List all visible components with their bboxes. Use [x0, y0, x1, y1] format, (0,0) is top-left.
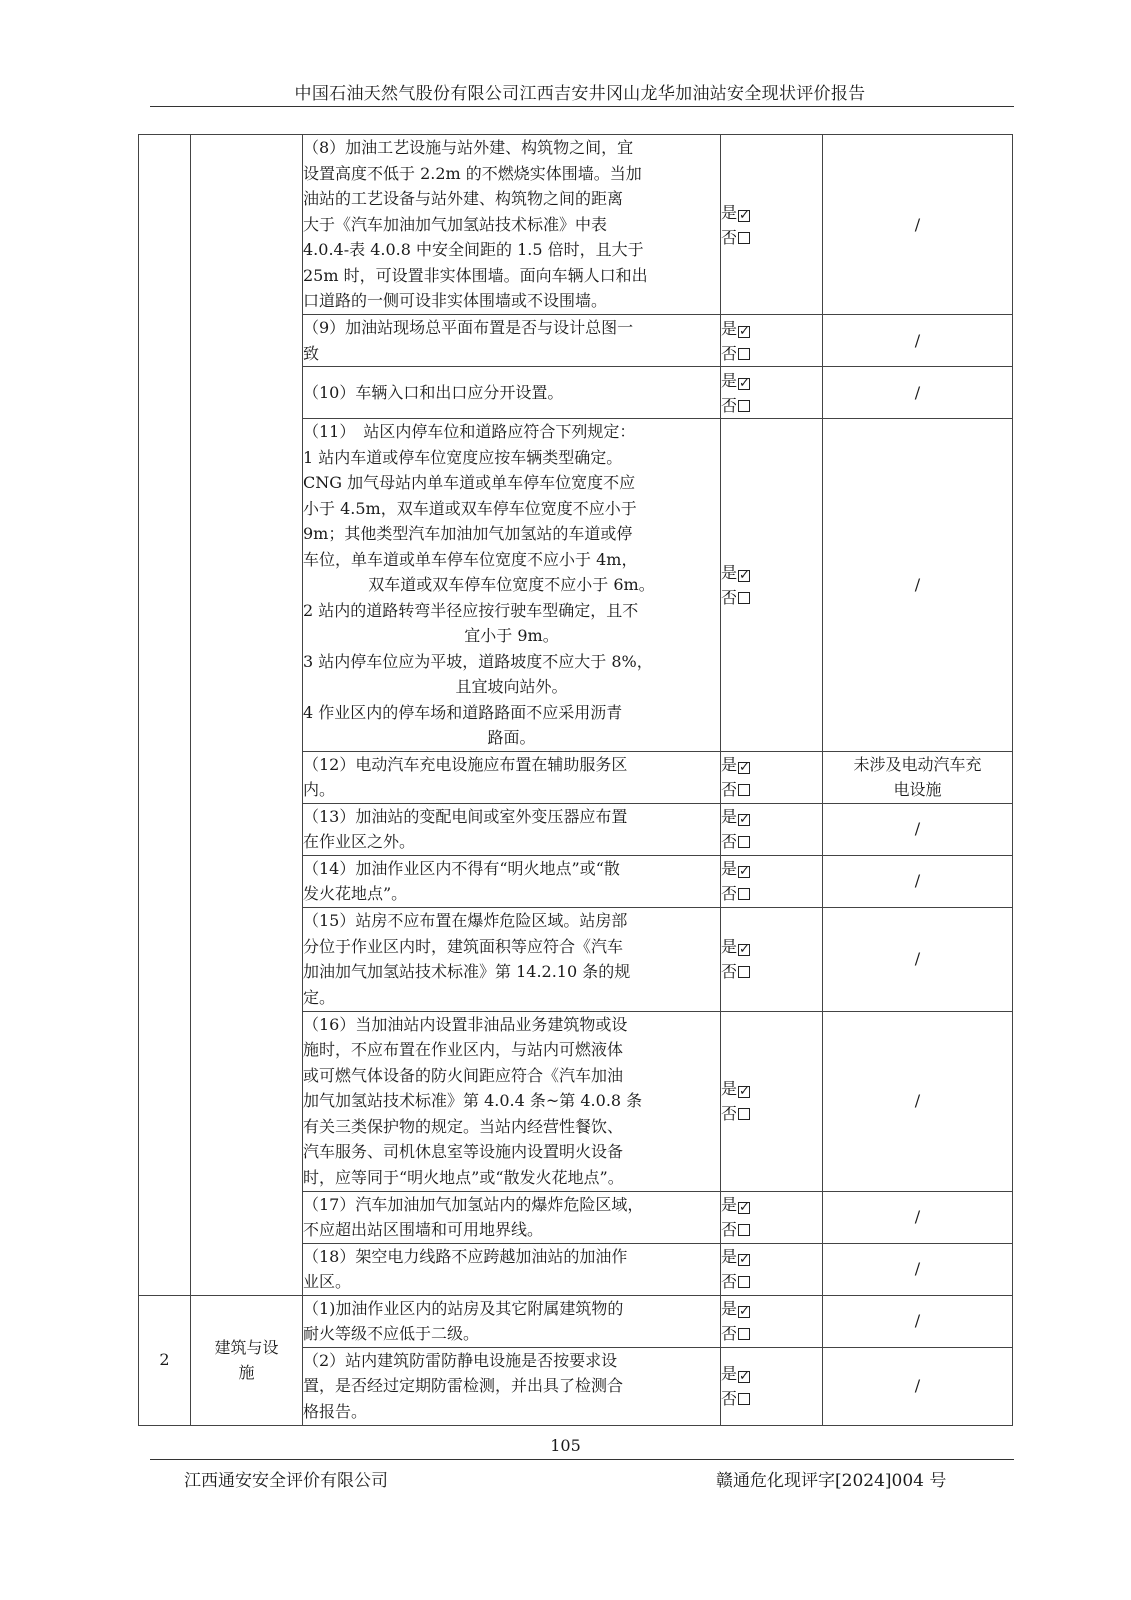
requirement-line: （12）电动汽车充电设施应布置在辅助服务区 [303, 754, 628, 774]
yes-label: 是 [721, 859, 738, 878]
requirement-line: 口道路的一侧可设非实体围墙或不设围墙。 [303, 291, 608, 311]
requirement-line: 9m；其他类型汽车加油加气加氢站的车道或停 [303, 524, 633, 543]
yes-label: 是 [721, 1247, 738, 1266]
check-mark: ✓ [739, 942, 750, 957]
requirement-line: （18）架空电力线路不应跨越加油站的加油作 [303, 1246, 628, 1266]
remark-slash: / [914, 1207, 921, 1227]
requirement-line: （11） 站区内停车位和道路应符合下列规定： [303, 422, 636, 441]
requirement-line: （17）汽车加油加气加氢站内的爆炸危险区域， [303, 1194, 644, 1214]
yes-no-cell [721, 855, 823, 907]
requirement-text [303, 1347, 721, 1425]
yes-label: 是 [721, 370, 738, 390]
remark-cell [823, 855, 1013, 907]
no-label: 否 [721, 395, 738, 415]
requirement-line: 格报告。 [303, 1401, 368, 1421]
empty-checkbox-icon[interactable] [738, 888, 750, 900]
requirement-line: （10）车辆入口和出口应分开设置。 [303, 382, 564, 402]
remark-slash: / [914, 871, 921, 891]
requirement-line: 加油加气加氢站技术标准》第 14.2.10 条的规 [303, 962, 631, 981]
yes-no-cell [721, 907, 823, 1011]
requirement-line: （15）站房不应布置在爆炸危险区域。站房部 [303, 911, 628, 930]
remark-cell [823, 1295, 1013, 1347]
no-label: 否 [721, 1389, 738, 1408]
requirement-line: 施时，不应布置在作业区内，与站内可燃液体 [303, 1040, 624, 1060]
checked-checkbox-icon[interactable] [738, 1254, 750, 1266]
no-label: 否 [721, 227, 738, 247]
remark-slash: / [914, 1311, 921, 1331]
requirement-line: 时，应等同于“明火地点”或“散发火花地点”。 [303, 1167, 624, 1187]
requirement-line: （8）加油工艺设施与站外建、构筑物之间，宜 [303, 138, 634, 158]
yes-no-cell [721, 1243, 823, 1295]
yes-label: 是 [721, 937, 738, 956]
requirement-line: CNG 加气母站内单车道或单车停车位宽度不应 [303, 473, 636, 492]
category-cell [191, 135, 303, 1296]
remark-cell [823, 751, 1013, 803]
yes-label: 是 [721, 807, 738, 826]
requirement-line: 双车道或双车停车位宽度不应小于 6m。 [368, 575, 655, 594]
remark-slash: / [914, 949, 921, 969]
check-mark: ✓ [739, 1304, 750, 1319]
remark-cell [823, 367, 1013, 419]
yes-label: 是 [721, 755, 738, 774]
empty-checkbox-icon[interactable] [738, 836, 750, 848]
check-mark: ✓ [739, 323, 750, 339]
checked-checkbox-icon[interactable] [738, 567, 750, 583]
requirement-line: 置，是否经过定期防雷检测，并出具了检测合 [303, 1376, 624, 1396]
check-mark: ✓ [739, 567, 750, 583]
no-label: 否 [721, 1104, 738, 1123]
checked-checkbox-icon[interactable] [738, 866, 750, 878]
requirement-line: 业区。 [303, 1272, 352, 1291]
requirement-line: 内。 [303, 780, 336, 799]
requirement-text [303, 367, 721, 419]
check-mark: ✓ [739, 375, 750, 391]
item-number: 2 [139, 1295, 191, 1425]
yes-label: 是 [721, 318, 738, 338]
yes-label: 是 [721, 202, 738, 222]
empty-checkbox-icon[interactable] [738, 1108, 750, 1120]
remark-slash: / [914, 575, 921, 594]
remark-slash: / [914, 382, 921, 402]
requirement-line: 定。 [303, 987, 336, 1007]
page-number: 105 [550, 1436, 581, 1455]
remark-line: 电设施 [893, 780, 942, 799]
requirement-line: 路面。 [487, 728, 536, 747]
remark-slash: / [914, 1376, 921, 1396]
footer-rule [150, 1459, 1014, 1460]
yes-no-cell [721, 1347, 823, 1425]
requirement-line: 小于 4.5m，双车道或双车停车位宽度不应小于 [303, 498, 637, 518]
header-rule [150, 106, 1014, 107]
requirement-line: 在作业区之外。 [303, 832, 416, 851]
no-label: 否 [721, 884, 738, 903]
table-row [139, 135, 1013, 315]
empty-checkbox-icon[interactable] [738, 966, 750, 978]
yes-no-cell [721, 1295, 823, 1347]
checked-checkbox-icon[interactable] [738, 1086, 750, 1098]
remark-slash: / [914, 1259, 921, 1279]
remark-cell [823, 803, 1013, 855]
no-label: 否 [721, 343, 738, 363]
check-mark: ✓ [739, 1369, 750, 1384]
yes-no-cell [721, 1011, 823, 1191]
requirement-line: 大于《汽车加油加气加氢站技术标准》中表 [303, 214, 608, 234]
remark-cell [823, 1011, 1013, 1191]
remark-cell [823, 315, 1013, 367]
yes-no-cell [721, 315, 823, 367]
empty-checkbox-icon[interactable] [738, 1328, 750, 1340]
requirement-line: 汽车服务、司机休息室等设施内设置明火设备 [303, 1142, 624, 1162]
check-mark: ✓ [739, 207, 750, 223]
category-line: 施 [238, 1363, 255, 1382]
check-mark: ✓ [739, 864, 750, 879]
requirement-line: 致 [303, 343, 320, 363]
checked-checkbox-icon[interactable] [738, 1371, 750, 1383]
requirement-line: 2 站内的道路转弯半径应按行驶车型确定，且不 [303, 600, 639, 620]
item-number-cell [139, 135, 191, 1296]
requirement-text [303, 803, 721, 855]
requirement-line: 宜小于 9m。 [464, 626, 559, 645]
requirement-line: 车位，单车道或单车停车位宽度不应小于 4m， [303, 549, 638, 569]
remark-cell [823, 1191, 1013, 1243]
requirement-line: 3 站内停车位应为平坡，道路坡度不应大于 8%， [303, 651, 653, 671]
no-label: 否 [721, 780, 738, 799]
requirement-line: 发火花地点”。 [303, 884, 408, 903]
remark-cell [823, 907, 1013, 1011]
footer-company: 江西通安安全评价有限公司 [184, 1471, 388, 1491]
yes-label: 是 [721, 562, 738, 582]
requirement-line: 25m 时，可设置非实体围墙。面向车辆人口和出 [303, 265, 648, 285]
footer-doc-number: 赣通危化现评字[2024]004 号 [716, 1471, 947, 1491]
remark-slash: / [914, 214, 921, 234]
category-line: 建筑与设 [214, 1337, 279, 1357]
no-label: 否 [721, 1220, 738, 1239]
requirement-text [303, 907, 721, 1011]
yes-label: 是 [721, 1195, 738, 1214]
table-row [139, 1295, 1013, 1347]
checked-checkbox-icon[interactable] [738, 1202, 750, 1214]
requirement-line: （9）加油站现场总平面布置是否与设计总图一 [303, 318, 634, 337]
checked-checkbox-icon[interactable] [738, 762, 750, 774]
checked-checkbox-icon[interactable] [738, 207, 750, 223]
requirement-line: （14）加油作业区内不得有“明火地点”或“散 [303, 858, 620, 878]
report-header: 中国石油天然气股份有限公司江西吉安井冈山龙华加油站安全现状评价报告 [294, 84, 866, 104]
requirement-text [303, 315, 721, 367]
check-mark: ✓ [739, 1084, 750, 1099]
check-mark: ✓ [739, 760, 750, 775]
requirement-line: 不应超出站区围墙和可用地界线。 [303, 1220, 544, 1239]
remark-cell [823, 1347, 1013, 1425]
check-mark: ✓ [739, 1252, 750, 1267]
check-mark: ✓ [739, 812, 750, 827]
requirement-text [303, 751, 721, 803]
requirement-line: （1)加油作业区内的站房及其它附属建筑物的 [303, 1298, 624, 1318]
yes-label: 是 [721, 1364, 738, 1383]
requirement-line: （13）加油站的变配电间或室外变压器应布置 [303, 806, 628, 826]
remark-cell [823, 1243, 1013, 1295]
yes-label: 是 [721, 1299, 738, 1318]
no-label: 否 [721, 587, 738, 607]
requirement-line: 且宜坡向站外。 [455, 677, 568, 696]
yes-label: 是 [721, 1079, 738, 1098]
requirement-line: 4 作业区内的停车场和道路路面不应采用沥青 [303, 702, 623, 722]
requirement-text [303, 855, 721, 907]
no-label: 否 [721, 962, 738, 981]
remark-line: 未涉及电动汽车充 [853, 754, 982, 774]
no-label: 否 [721, 832, 738, 851]
requirement-line: 油站的工艺设备与站外建、构筑物之间的距离 [303, 189, 624, 209]
empty-checkbox-icon[interactable] [738, 1224, 750, 1236]
requirement-line: 有关三类保护物的规定。当站内经营性餐饮、 [303, 1116, 624, 1136]
requirement-line: 分位于作业区内时，建筑面积等应符合《汽车 [303, 936, 624, 956]
requirement-line: 设置高度不低于 2.2m 的不燃烧实体围墙。当加 [303, 163, 642, 183]
empty-checkbox-icon[interactable] [738, 232, 750, 244]
remark-slash: / [914, 819, 921, 839]
requirement-line: （2）站内建筑防雷防静电设施是否按要求设 [303, 1350, 618, 1370]
requirement-line: 加气加氢站技术标准》第 4.0.4 条~第 4.0.8 条 [303, 1091, 643, 1111]
checked-checkbox-icon[interactable] [738, 814, 750, 826]
remark-cell [823, 135, 1013, 315]
requirement-line: （16）当加油站内设置非油品业务建筑物或设 [303, 1014, 628, 1034]
requirement-line: 1 站内车道或停车位宽度应按车辆类型确定。 [303, 447, 623, 467]
requirement-text [303, 135, 721, 315]
check-mark: ✓ [739, 1200, 750, 1215]
empty-checkbox-icon[interactable] [738, 1276, 750, 1288]
category-label [191, 1295, 303, 1425]
requirement-line: 或可燃气体设备的防火间距应符合《汽车加油 [303, 1065, 624, 1085]
empty-checkbox-icon[interactable] [738, 400, 750, 412]
requirement-text [303, 1243, 721, 1295]
remark-slash: / [914, 1091, 921, 1111]
checked-checkbox-icon[interactable] [738, 944, 750, 956]
yes-no-cell [721, 135, 823, 315]
no-label: 否 [721, 1324, 738, 1343]
requirement-text [303, 1295, 721, 1347]
requirement-text [303, 419, 721, 752]
empty-checkbox-icon[interactable] [738, 348, 750, 360]
empty-checkbox-icon[interactable] [738, 1393, 750, 1405]
checked-checkbox-icon[interactable] [738, 323, 750, 339]
requirement-line: 耐火等级不应低于二级。 [303, 1324, 480, 1343]
remark-slash: / [914, 330, 921, 350]
no-label: 否 [721, 1272, 738, 1291]
requirement-text [303, 1011, 721, 1191]
empty-checkbox-icon[interactable] [738, 784, 750, 796]
yes-no-cell [721, 751, 823, 803]
remark-cell [823, 419, 1013, 752]
empty-checkbox-icon[interactable] [738, 592, 750, 604]
requirement-text [303, 1191, 721, 1243]
yes-no-cell [721, 367, 823, 419]
checklist-table [138, 134, 1013, 1426]
checked-checkbox-icon[interactable] [738, 375, 750, 391]
yes-no-cell [721, 419, 823, 752]
checked-checkbox-icon[interactable] [738, 1306, 750, 1318]
yes-no-cell [721, 1191, 823, 1243]
requirement-line: 4.0.4-表 4.0.8 中安全间距的 1.5 倍时，且大于 [303, 240, 644, 260]
yes-no-cell [721, 803, 823, 855]
